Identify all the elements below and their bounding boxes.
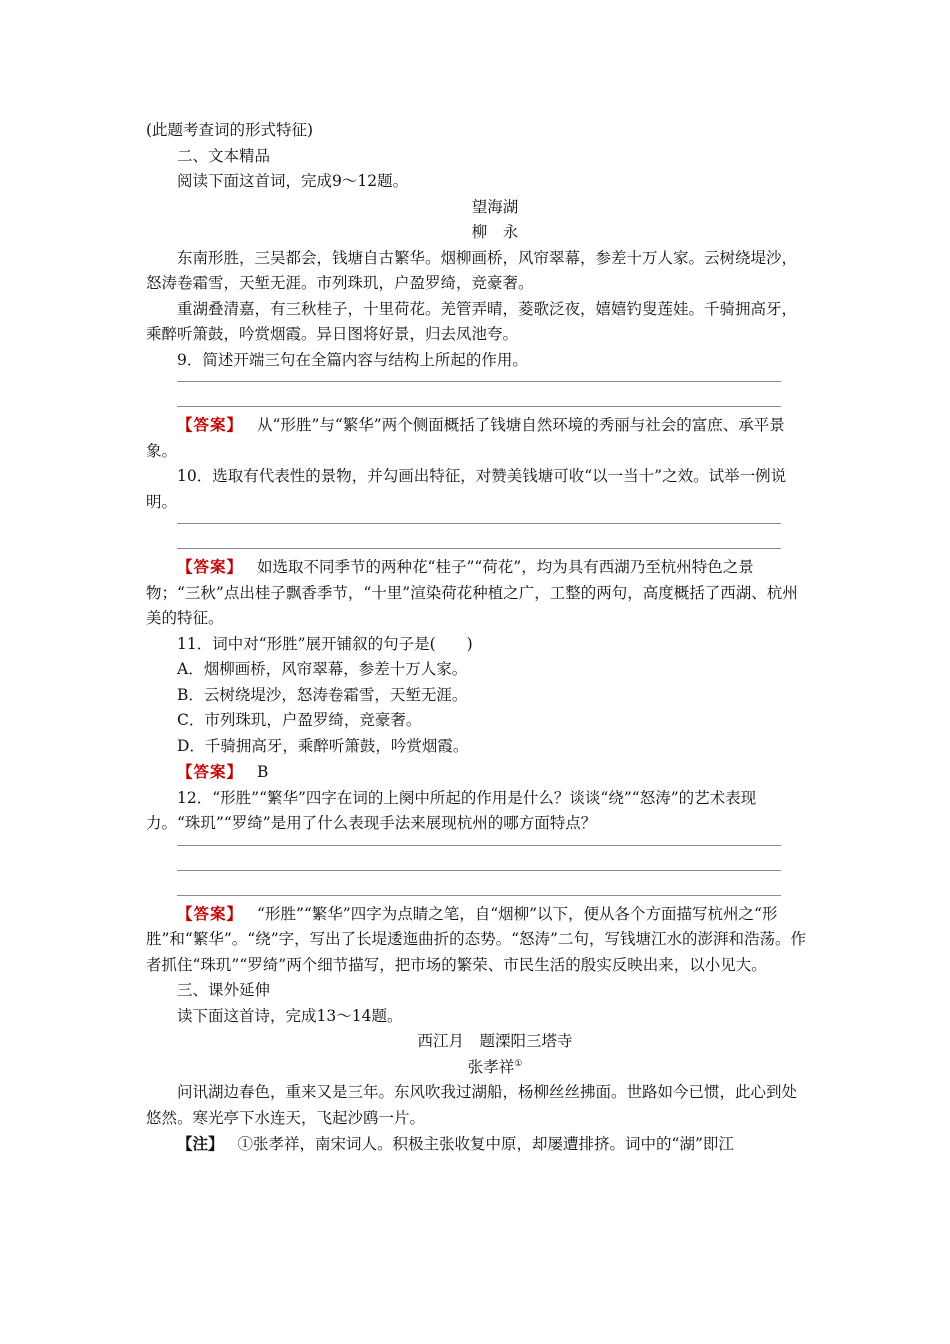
answer-label: 【答案】 — [177, 903, 244, 923]
note-label: 【注】 — [177, 1134, 224, 1153]
note-text: ①张孝祥，南宋词人。积极主张收复中原，却屡遭排挤。词中的“湖”即江 — [237, 1135, 734, 1153]
question-9: 9．简述开端三句在全篇内容与结构上所起的作用。 — [177, 350, 528, 369]
option-c: C．市列珠玑，户盈罗绮，竞豪奢。 — [177, 711, 422, 729]
poem1-title: 望海湖 — [471, 197, 519, 216]
answer-lines-q12 — [146, 837, 808, 901]
poem2-author-line — [146, 1055, 808, 1081]
document-page — [146, 118, 808, 1158]
answer-line — [177, 548, 781, 549]
poem2-text: 问讯湖边春色，重来又是三年。东风吹我过湖船，杨柳丝丝拂面。世路如今已惯，此心到处悠然。寒光亭下水连天，飞起沙鸥一片。 — [146, 1083, 798, 1127]
answer-9 — [146, 412, 808, 464]
question-11: 11．词中对“形胜”展开铺叙的句子是( ) — [177, 634, 473, 653]
section2-instruction: 阅读下面这首词，完成9～12题。 — [177, 172, 409, 190]
intro-note: (此题考查词的形式特征) — [146, 121, 314, 139]
answer-text: 如选取不同季节的两种花“桂子”“荷花”，均为具有西湖乃至杭州特色之景物；“三秋”点出桂子飘香季节，“十里”渲染荷花种植之广，工整的两句，高度概括了西湖、杭州美的特征。 — [146, 558, 798, 627]
poem1-stanza1: 东南形胜，三吴都会，钱塘自古繁华。烟柳画桥，风帘翠幕，参差十万人家。云树绕堤沙，怒涛卷霜雪，天堑无涯。市列珠玑，户盈罗绮，竞豪奢。 — [146, 248, 798, 292]
poem2-title: 西江月 题溧阳三塔寺 — [417, 1032, 573, 1050]
answer-label: 【答案】 — [177, 415, 244, 434]
answer-line — [177, 406, 781, 407]
answer-line — [177, 523, 781, 524]
question-10: 10．选取有代表性的景物，并勾画出特征，对赞美钱塘可收“以一当十”之效。试举一例说明。 — [146, 467, 787, 511]
answer-line — [177, 845, 781, 846]
option-a: A．烟柳画桥，风帘翠幕，参差十万人家。 — [177, 660, 468, 678]
footnote-mark: ① — [514, 1058, 523, 1069]
poem2-note — [146, 1131, 808, 1158]
answer-text: 从“形胜”与“繁华”两个侧面概括了钱塘自然环境的秀丽与社会的富庶、承平景象。 — [146, 416, 785, 460]
answer-11 — [146, 759, 808, 786]
poem1-author: 柳 永 — [471, 223, 519, 241]
poem2-author: 张孝祥 — [467, 1057, 515, 1076]
answer-10 — [146, 554, 808, 632]
option-d: D．千骑拥高牙，乘醉听箫鼓，吟赏烟霞。 — [177, 736, 469, 755]
answer-lines-q10 — [146, 515, 808, 554]
answer-line — [177, 381, 781, 382]
answer-label: 【答案】 — [177, 557, 244, 576]
answer-text: B — [257, 763, 269, 781]
answer-label: 【答案】 — [177, 762, 244, 781]
question-12: 12．“形胜”“繁华”四字在词的上阕中所起的作用是什么？谈谈“绕”“怒涛”的艺术表现力。“珠玑”“罗绮”是用了什么表现手法来展现杭州的哪方面特点？ — [146, 788, 757, 832]
answer-line — [177, 895, 781, 896]
answer-text: “形胜”“繁华”四字为点睛之笔，自“烟柳”以下，便从各个方面描写杭州之“形胜”和“繁华”。“绕”字，写出了长堤逶迤曲折的态势。“怒涛”二句，写钱塘江水的澎湃和浩荡。作者抓住“珠玑”“罗绮”两个细节描写，把市场的繁荣、市民生活的殷实反映出来，以小见大。 — [146, 904, 806, 974]
section2-heading: 二、文本精品 — [177, 146, 271, 165]
option-b: B．云树绕堤沙，怒涛卷霜雪，天堑无涯。 — [177, 685, 468, 704]
answer-lines-q9 — [146, 373, 808, 412]
answer-line — [177, 870, 781, 871]
section3-heading: 三、课外延伸 — [177, 981, 271, 999]
answer-12 — [146, 901, 808, 979]
poem1-stanza2: 重湖叠清嘉，有三秋桂子，十里荷花。羌管弄晴，菱歌泛夜，嬉嬉钓叟莲娃。千骑拥高牙，乘醉听箫鼓，吟赏烟霞。异日图将好景，归去凤池夸。 — [146, 299, 798, 343]
section3-instruction: 读下面这首诗，完成13～14题。 — [177, 1006, 403, 1025]
